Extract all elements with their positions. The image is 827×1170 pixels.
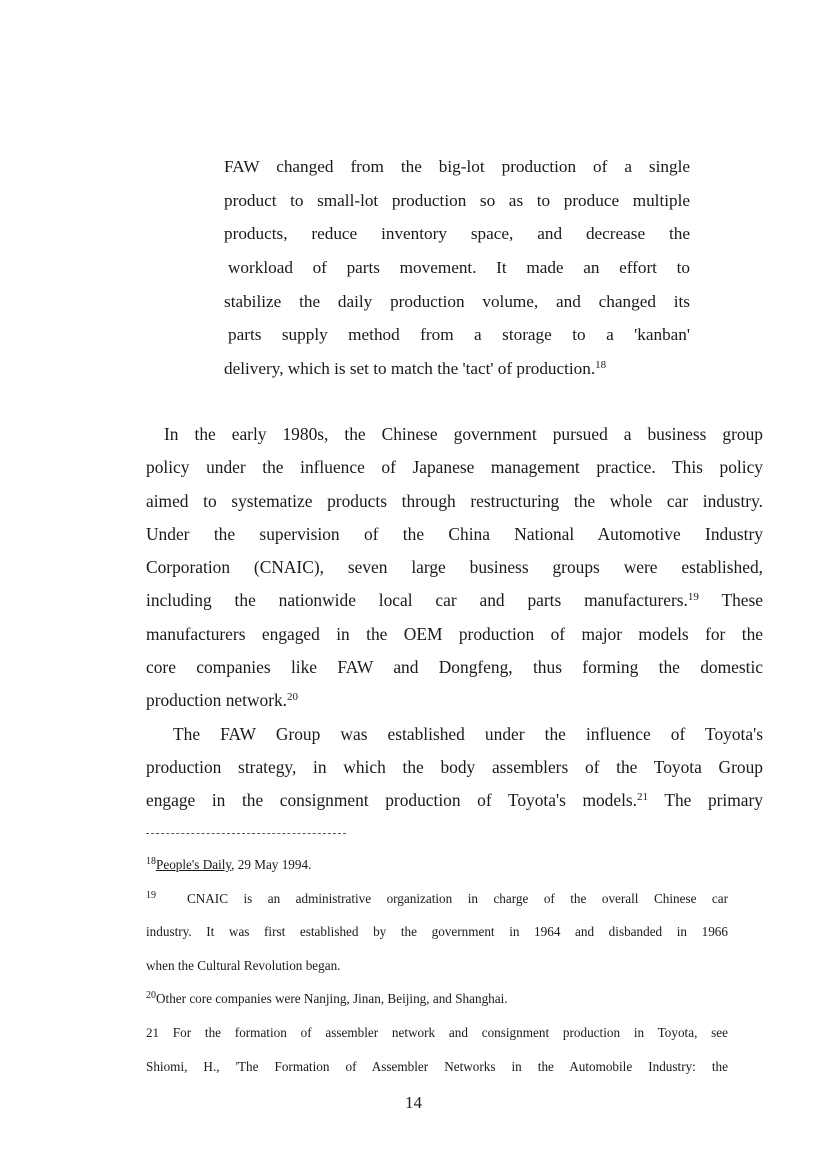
footnote-ref: 21	[637, 791, 649, 804]
body-line: core companies like FAW and Dongfeng, thus forming the domestic	[146, 657, 763, 678]
body-line: aimed to systematize products through restructuring the whole car industry.	[146, 490, 763, 511]
footnote-21	[146, 1016, 728, 1050]
footnote-ref: 19	[687, 591, 699, 604]
body-text	[146, 418, 763, 818]
footnote-number: 20	[146, 990, 156, 1002]
footnote-number: 21	[146, 1024, 159, 1040]
quote-line: stabilize the daily production volume, and changed its	[224, 291, 690, 311]
page-number: 14	[405, 1093, 422, 1112]
quote-line: parts supply method from a storage to a 'kanban'	[228, 325, 690, 345]
footnote-line: when the Cultural Revolution began.	[146, 957, 341, 973]
body-text-span: including the nationwide local car and parts manufacturers.	[146, 590, 688, 611]
footnotes	[146, 848, 728, 1083]
footnote-text: CNAIC is an administrative organization in charge of the overall Chinese car	[186, 890, 729, 906]
body-line: Under the supervision of the China National Automotive Industry	[146, 523, 763, 544]
footnote-18	[146, 848, 728, 882]
block-quote	[224, 150, 690, 386]
quote-line: FAW changed from the big-lot production of a single	[224, 157, 690, 176]
footnote-line: Shiomi, H., 'The Formation of Assembler Networks in the Automobile Industry: the	[146, 1058, 728, 1074]
body-line: The FAW Group was established under the influence of Toyota's	[173, 723, 763, 744]
footnote-ref: 18	[595, 359, 607, 372]
body-line: Corporation (CNAIC), seven large business groups were established,	[146, 557, 763, 578]
footnote-ref: 20	[287, 691, 299, 704]
body-line: policy under the influence of Japanese management practice. This policy	[146, 457, 763, 478]
quote-line	[224, 352, 690, 386]
footnote-text: For the formation of assembler network and consignment production in Toyota, see	[172, 1024, 728, 1040]
body-line	[146, 784, 763, 817]
footnote-number: 19	[146, 889, 156, 901]
body-line	[146, 684, 763, 717]
quote-line: workload of parts movement. It made an effort to	[228, 258, 690, 278]
footnote-separator	[146, 833, 346, 834]
body-text-span: production network.	[146, 690, 288, 711]
body-line	[146, 584, 763, 617]
quote-line: products, reduce inventory space, and decrease the	[224, 224, 690, 244]
body-text-span: engage in the consignment production of Toyota's models.	[146, 790, 638, 811]
footnote-line: industry. It was first established by the government in 1964 and disbanded in 1966	[146, 924, 728, 940]
footnote-line	[146, 891, 728, 906]
body-line: manufacturers engaged in the OEM production of major models for the	[146, 623, 763, 644]
footnote-20	[146, 982, 728, 1016]
body-line: production strategy, in which the body assemblers of the Toyota Group	[146, 756, 763, 777]
body-line: In the early 1980s, the Chinese government pursued a business group	[164, 424, 763, 444]
footnote-number: 18	[146, 856, 156, 867]
footnote-text: , 29 May 1994.	[231, 857, 312, 872]
source-title: People's Daily	[156, 857, 232, 872]
footnote-19	[146, 882, 728, 916]
body-text-span	[146, 790, 648, 810]
quote-text: delivery, which is set to match the 'tact' of production.	[224, 359, 596, 379]
body-text-span: These	[721, 590, 763, 611]
footnote-line	[146, 1025, 728, 1040]
footnote-text: Other core companies were Nanjing, Jinan, Beijing, and Shanghai.	[156, 991, 508, 1007]
quote-line: product to small-lot production so as to produce multiple	[224, 190, 690, 210]
body-text-span: The primary	[664, 790, 764, 811]
body-text-span	[146, 590, 699, 610]
